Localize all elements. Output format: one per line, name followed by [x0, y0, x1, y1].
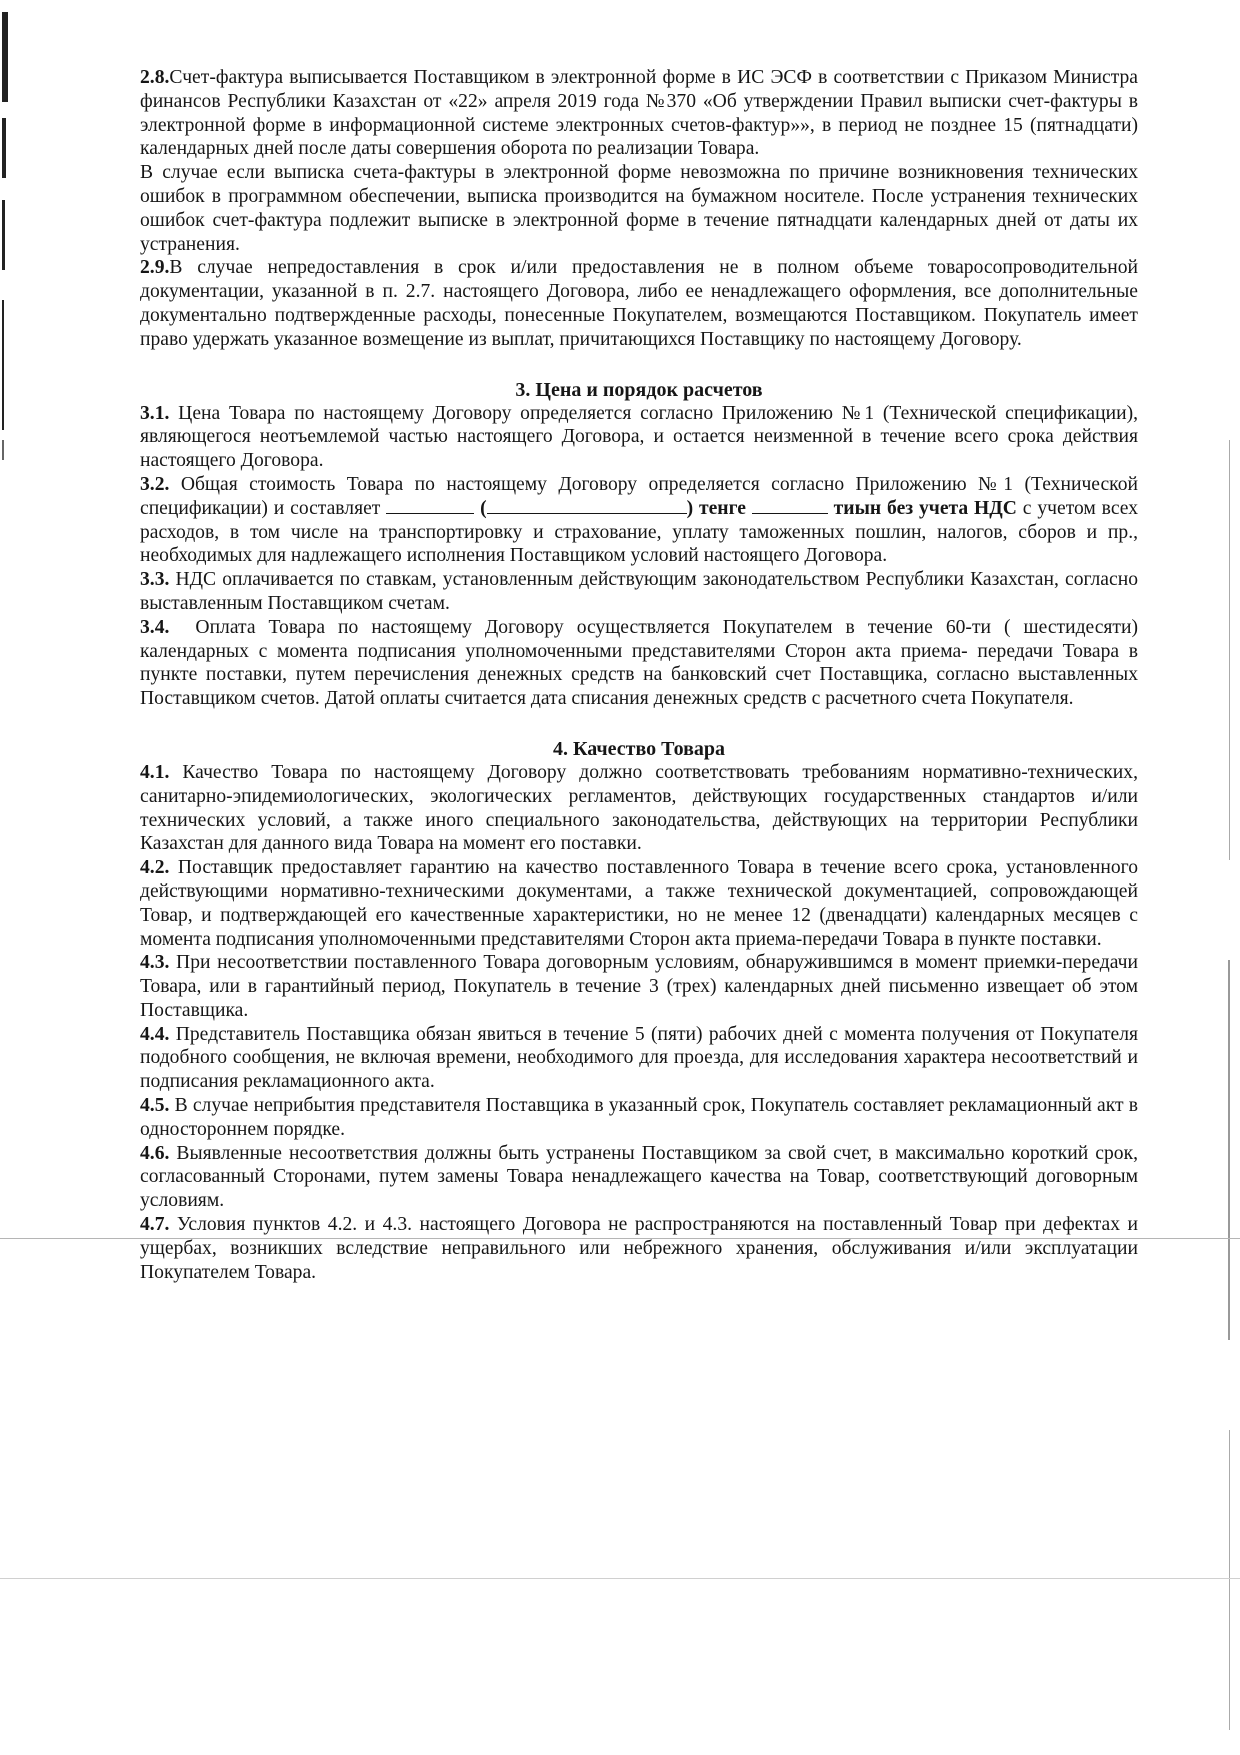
section-4-heading: 4. Качество Товара — [552, 737, 726, 760]
clause-number: 3.2. — [140, 473, 170, 495]
clause-number: 3.1. — [140, 402, 170, 424]
clause-text: Представитель Поставщика обязан явиться в течение 5 (пяти) рабочих дней с момента получения от Покупателя подобного сообщения, не включая времени, необходимого для проезда, для исследования характера несоответствий и подписания рекламационного акта. — [140, 1023, 1138, 1093]
clause-2-8 — [140, 66, 1138, 161]
clause-number: 4.3. — [140, 952, 170, 974]
scan-artifact-right-3 — [1229, 1430, 1230, 1730]
clause-number: 3.4. — [140, 616, 170, 638]
without-vat: без учета НДС — [887, 497, 1017, 519]
clause-text: Счет-фактура выписывается Поставщиком в электронной форме в ИС ЭСФ в соответствии с Приказом Министра финансов Республики Казахстан от «22» апреля 2019 года №370 «Об утверждении Правил выписки счет-фактуры в электронной форме в информационной системе электронных счетов-фактур»», в период не позднее 15 (пятнадцати) календарных дней после даты совершения оборота по реализации Товара. — [140, 67, 1138, 160]
clause-number: 2.9. — [140, 257, 170, 279]
clause-text: Условия пунктов 4.2. и 4.3. настоящего Договора не распространяются на поставленный Товар при дефектах и ущербах, возникших вследствие неправильного или небрежного хранения, обслуживания и/или эксплуатации Покупателем Товара. — [140, 1214, 1138, 1283]
clause-4-7 — [140, 1213, 1138, 1284]
clause-text: При несоответствии поставленного Товара договорным условиям, обнаружившимся в момент приемки-передачи Товара, или в гарантийный период, Покупатель в течение 3 (трех) календарных дней письменно извещает об этом Поставщика. — [140, 952, 1138, 1021]
clause-3-4 — [140, 616, 1138, 711]
clause-number: 3.3. — [140, 569, 170, 591]
clause-text: В случае неприбытия представителя Поставщика в указанный срок, Покупатель составляет рекламационный акт в одностороннем порядке. — [140, 1095, 1138, 1140]
clause-4-3 — [140, 951, 1138, 1022]
tiyn-blank — [752, 497, 828, 514]
scan-artifact-right — [1229, 440, 1230, 860]
clause-2-8-paragraph-2: В случае если выписка счета-фактуры в электронной форме невозможна по причине возникновения технических ошибок в программном обеспечении, выписка производится на бумажном носителе. После устранения технических ошибок счет-фактура подлежит выписке в электронной форме в течение пятнадцати календарных дней от даты их устранения. — [140, 162, 1138, 255]
document-body — [140, 66, 1138, 1284]
clause-4-4 — [140, 1023, 1138, 1094]
price-words-blank — [487, 497, 687, 514]
clause-4-2 — [140, 856, 1138, 951]
tiyn-label: тиын — [833, 497, 882, 519]
price-blank — [386, 497, 474, 514]
clause-text: Поставщик предоставляет гарантию на качество поставленного Товара в течение всего срока, установленного действующими нормативно-техническими документами, а также технической документацией, сопровождающей Товар, и подтверждающей его качественные характеристики, но не менее 12 (двенадцати) календарных месяцев с момента подписания уполномоченными представителями Сторон акта приема-передачи Товара в пункте поставки. — [140, 857, 1138, 950]
section-3-heading: 3. Цена и порядок расчетов — [515, 378, 763, 401]
clause-text: Оплата Товара по настоящему Договору осуществляется Покупателем в течение 60-ти ( шестидесяти) календарных с момента подписания уполномоченными представителями Сторон акта приема- передачи Товара в пункте поставки, путем перечисления денежных средств на банковский счет Поставщика, согласно выставленных Поставщиком счетов. Датой оплаты считается дата списания денежных средств с расчетного счета Покупателя. — [140, 616, 1138, 710]
clause-number: 4.7. — [140, 1214, 170, 1236]
clause-number: 4.1. — [140, 761, 170, 783]
clause-text: Цена Товара по настоящему Договору определяется согласно Приложению №1 (Технической спецификации), являющегося неотъемлемой частью настоящего Договора, и остается неизменной в течение всего срока действия настоящего Договора. — [140, 402, 1138, 472]
clause-number: 4.4. — [140, 1023, 170, 1045]
clause-number: 4.2. — [140, 857, 170, 879]
clause-number: 2.8. — [140, 67, 170, 88]
paren-open: ( — [480, 497, 487, 519]
scan-line-artifact-2 — [0, 1578, 1240, 1579]
clause-3-2 — [140, 473, 1138, 568]
clause-3-3 — [140, 568, 1138, 616]
clause-text: НДС оплачивается по ставкам, установленным действующим законодательством Республики Казахстан, согласно выставленным Поставщиком счетам. — [140, 569, 1138, 614]
clause-number: 4.5. — [140, 1095, 170, 1117]
clause-2-9 — [140, 256, 1138, 351]
clause-3-1 — [140, 402, 1138, 473]
clause-text: Общая стоимость Товара по настоящему Договору определяется согласно Приложению №1 (Технической спецификации) и составляет — [140, 473, 1138, 519]
clause-text-cont: с учетом всех расходов, в том числе на транспортировку и страхование, уплату таможенных пошлин, налогов, сборов и пр., необходимых для надлежащего исполнения Поставщиком условий настоящего Договора. — [140, 497, 1138, 567]
clause-text: Качество Товара по настоящему Договору должно соответствовать требованиям нормативно-технических, санитарно-эпидемиологических, экологических регламентов, действующих государственных стандартов и/или технических условий, а также иного специального законодательства, действующих на территории Республики Казахстан для данного вида Товара на момент его поставки. — [140, 761, 1138, 855]
scan-edge-artifact — [0, 0, 14, 1755]
clause-4-1 — [140, 761, 1138, 856]
tenge-label: ) тенге — [686, 497, 746, 519]
clause-text: В случае непредоставления в срок и/или предоставления не в полном объеме товаросопроводительной документации, указанной в п. 2.7. настоящего Договора, либо ее ненадлежащего оформления, все дополнительные документально подтвержденные расходы, понесенные Покупателем, возмещаются Поставщиком. Покупатель имеет право удержать указанное возмещение из выплат, причитающихся Поставщику по настоящему Договору. — [140, 257, 1138, 350]
clause-text: Выявленные несоответствия должны быть устранены Поставщиком за свой счет, в максимально короткий срок, согласованный Сторонами, путем замены Товара ненадлежащего качества на Товар, соответствующий договорным условиям. — [140, 1142, 1138, 1212]
scan-artifact-right-2 — [1228, 960, 1230, 1340]
clause-4-5 — [140, 1094, 1138, 1142]
clause-4-6 — [140, 1142, 1138, 1213]
clause-number: 4.6. — [140, 1142, 170, 1164]
